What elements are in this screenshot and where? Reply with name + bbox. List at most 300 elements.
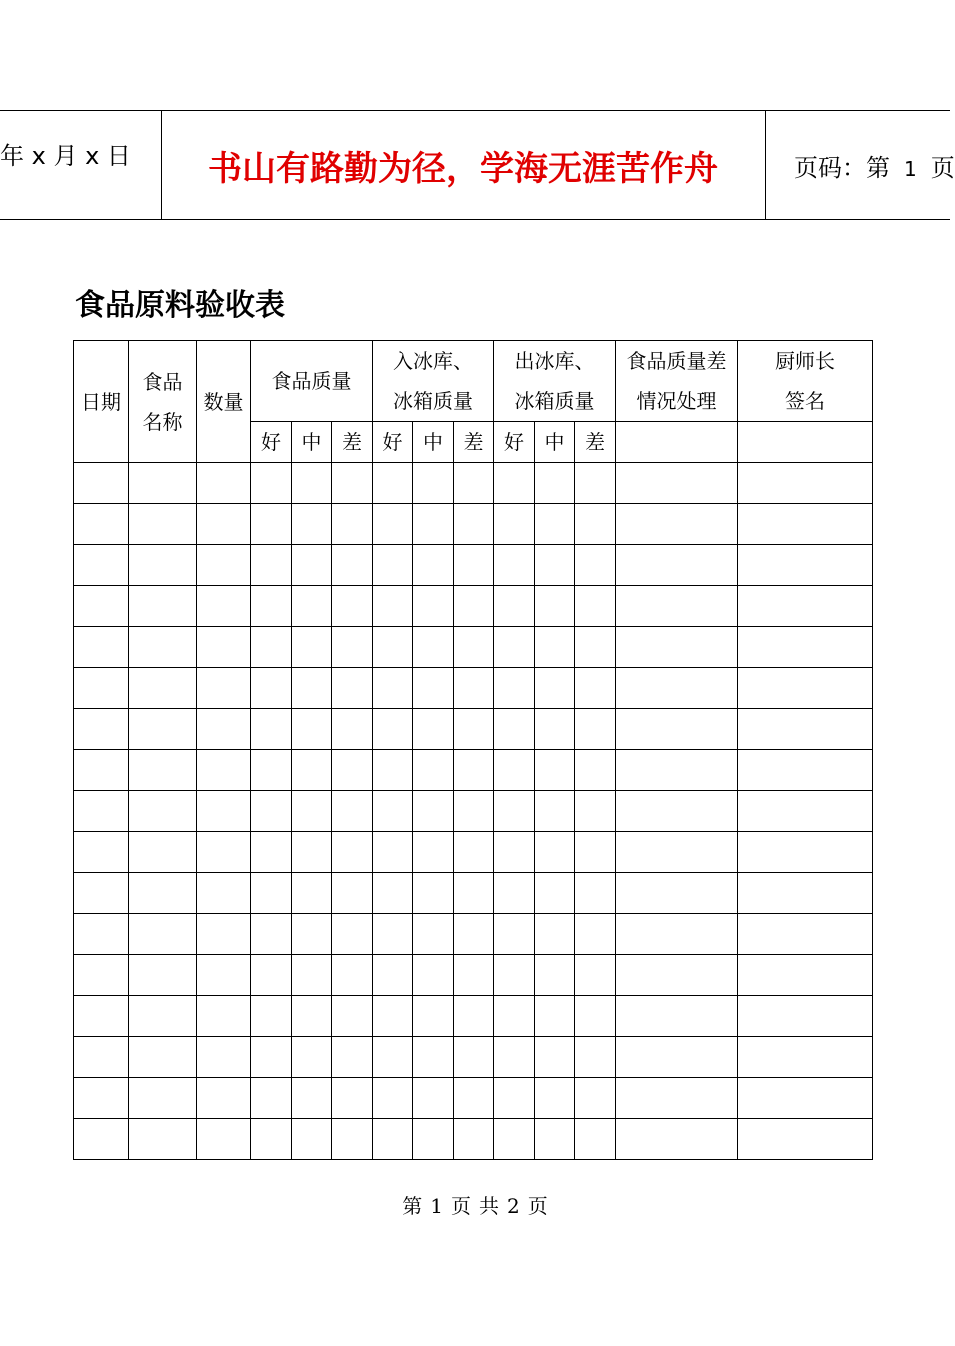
table-cell[interactable]	[129, 545, 197, 586]
table-cell[interactable]	[616, 996, 738, 1037]
table-cell[interactable]	[535, 750, 575, 791]
table-cell[interactable]	[129, 750, 197, 791]
table-cell[interactable]	[494, 545, 535, 586]
table-cell[interactable]	[616, 463, 738, 504]
table-row	[74, 463, 873, 504]
table-cell[interactable]	[129, 1078, 197, 1119]
handling-line2: 情况处理	[636, 389, 717, 413]
grade-poor: 差	[575, 422, 616, 463]
header-page-number	[780, 148, 955, 183]
table-cell[interactable]	[616, 873, 738, 914]
table-cell[interactable]	[535, 914, 575, 955]
table-row	[74, 627, 873, 668]
table-cell[interactable]	[292, 463, 332, 504]
table-cell[interactable]	[616, 668, 738, 709]
table-cell[interactable]	[738, 1037, 873, 1078]
table-cell[interactable]	[616, 545, 738, 586]
table-cell[interactable]	[535, 996, 575, 1037]
table-cell[interactable]	[738, 914, 873, 955]
table-cell[interactable]	[494, 791, 535, 832]
table-row	[74, 1119, 873, 1160]
col-in-fridge-header	[373, 341, 494, 422]
page-label: 页码：第	[794, 153, 890, 182]
table-cell[interactable]	[332, 668, 373, 709]
table-cell[interactable]	[251, 709, 292, 750]
table-cell[interactable]	[197, 668, 251, 709]
header-date: 年 x 月 x 日	[0, 141, 131, 170]
table-cell[interactable]	[332, 1119, 373, 1160]
table-cell[interactable]	[738, 832, 873, 873]
table-cell[interactable]	[74, 791, 129, 832]
table-cell[interactable]	[332, 709, 373, 750]
table-cell[interactable]	[413, 586, 454, 627]
table-cell[interactable]	[616, 1119, 738, 1160]
table-cell[interactable]	[292, 955, 332, 996]
table-cell[interactable]	[74, 873, 129, 914]
table-cell[interactable]	[197, 545, 251, 586]
table-cell[interactable]	[616, 750, 738, 791]
table-row	[74, 832, 873, 873]
table-cell[interactable]	[413, 955, 454, 996]
table-cell[interactable]	[413, 545, 454, 586]
table-cell[interactable]	[373, 873, 413, 914]
table-cell[interactable]	[292, 1119, 332, 1160]
header-date-cell	[0, 111, 162, 219]
table-cell[interactable]	[738, 750, 873, 791]
table-cell[interactable]	[292, 1037, 332, 1078]
table-cell[interactable]	[575, 1037, 616, 1078]
table-cell[interactable]	[251, 832, 292, 873]
table-cell[interactable]	[292, 750, 332, 791]
table-cell[interactable]	[373, 504, 413, 545]
table-cell[interactable]	[74, 1078, 129, 1119]
page-suffix: 页	[930, 153, 955, 182]
table-row	[74, 1078, 873, 1119]
table-row	[74, 1037, 873, 1078]
grade-good: 好	[494, 422, 535, 463]
header-motto: 书山有路勤为径，学海无涯苦作舟	[208, 148, 718, 189]
table-row	[74, 955, 873, 996]
table-cell[interactable]	[575, 627, 616, 668]
table-cell[interactable]	[413, 1119, 454, 1160]
table-cell[interactable]	[251, 1119, 292, 1160]
table-cell[interactable]	[332, 914, 373, 955]
footer-page: 1	[430, 1194, 443, 1218]
grade-poor: 差	[332, 422, 373, 463]
table-cell[interactable]	[251, 545, 292, 586]
table-cell[interactable]	[575, 463, 616, 504]
table-cell[interactable]	[535, 545, 575, 586]
table-cell[interactable]	[454, 750, 494, 791]
table-cell[interactable]	[413, 750, 454, 791]
table-cell[interactable]	[332, 463, 373, 504]
table-cell[interactable]	[292, 504, 332, 545]
table-cell[interactable]	[197, 586, 251, 627]
table-cell[interactable]	[575, 545, 616, 586]
table-cell[interactable]	[197, 1078, 251, 1119]
grade-medium: 中	[535, 422, 575, 463]
table-cell[interactable]	[292, 873, 332, 914]
table-cell[interactable]	[535, 1078, 575, 1119]
table-cell[interactable]	[251, 627, 292, 668]
table-cell[interactable]	[575, 586, 616, 627]
table-cell[interactable]	[738, 545, 873, 586]
table-cell[interactable]	[535, 1037, 575, 1078]
table-cell[interactable]	[738, 791, 873, 832]
table-cell[interactable]	[494, 1078, 535, 1119]
table-cell[interactable]	[454, 832, 494, 873]
table-cell[interactable]	[575, 955, 616, 996]
table-cell[interactable]	[74, 709, 129, 750]
table-cell[interactable]	[738, 586, 873, 627]
in-fridge-line1: 入冰库、	[393, 349, 473, 373]
table-cell[interactable]	[129, 668, 197, 709]
table-cell[interactable]	[251, 1037, 292, 1078]
col-out-fridge-header	[494, 341, 616, 422]
table-cell[interactable]	[494, 463, 535, 504]
table-cell[interactable]	[738, 955, 873, 996]
table-cell[interactable]	[292, 1078, 332, 1119]
table-cell[interactable]	[251, 914, 292, 955]
table-cell[interactable]	[454, 996, 494, 1037]
table-cell[interactable]	[535, 709, 575, 750]
footer-text3: 共	[479, 1194, 499, 1218]
table-cell[interactable]	[197, 709, 251, 750]
table-cell[interactable]	[373, 996, 413, 1037]
footer-text2: 页	[451, 1194, 471, 1218]
table-row	[74, 873, 873, 914]
table-cell[interactable]	[413, 668, 454, 709]
header-page-cell	[766, 111, 955, 219]
table-cell[interactable]	[494, 914, 535, 955]
grade-good: 好	[251, 422, 292, 463]
grade-good: 好	[373, 422, 413, 463]
table-cell[interactable]	[575, 1119, 616, 1160]
table-cell[interactable]	[413, 1037, 454, 1078]
table-cell[interactable]	[129, 627, 197, 668]
table-cell[interactable]	[738, 873, 873, 914]
table-cell[interactable]	[616, 504, 738, 545]
table-body	[74, 463, 873, 1160]
table-cell[interactable]	[74, 668, 129, 709]
footer-total: 2	[507, 1194, 520, 1218]
table-cell[interactable]	[332, 627, 373, 668]
table-cell[interactable]	[129, 873, 197, 914]
table-cell[interactable]	[373, 668, 413, 709]
page-footer	[0, 1190, 950, 1219]
table-cell[interactable]	[454, 627, 494, 668]
table-cell[interactable]	[251, 1078, 292, 1119]
table-cell[interactable]	[129, 832, 197, 873]
table-cell[interactable]	[74, 832, 129, 873]
table-cell[interactable]	[454, 463, 494, 504]
out-fridge-line2: 冰箱质量	[514, 389, 595, 413]
table-cell[interactable]	[129, 914, 197, 955]
footer-text4: 页	[527, 1194, 548, 1218]
table-cell[interactable]	[332, 955, 373, 996]
table-cell[interactable]	[292, 914, 332, 955]
table-cell[interactable]	[575, 504, 616, 545]
table-cell[interactable]	[454, 504, 494, 545]
table-cell[interactable]	[738, 996, 873, 1037]
table-cell[interactable]	[494, 873, 535, 914]
table-cell[interactable]	[454, 1078, 494, 1119]
table-cell[interactable]	[616, 586, 738, 627]
table-cell[interactable]	[197, 832, 251, 873]
table-cell[interactable]	[74, 1119, 129, 1160]
out-fridge-line1: 出冰库、	[514, 349, 595, 373]
table-cell[interactable]	[494, 668, 535, 709]
table-cell[interactable]	[74, 955, 129, 996]
handling-cell	[616, 422, 738, 463]
table-cell[interactable]	[575, 996, 616, 1037]
table-cell[interactable]	[616, 955, 738, 996]
table-cell[interactable]	[454, 791, 494, 832]
table-cell[interactable]	[373, 1037, 413, 1078]
table-cell[interactable]	[738, 1078, 873, 1119]
table-cell[interactable]	[373, 1078, 413, 1119]
table-cell[interactable]	[332, 996, 373, 1037]
table-cell[interactable]	[494, 504, 535, 545]
table-cell[interactable]	[454, 914, 494, 955]
table-cell[interactable]	[292, 709, 332, 750]
table-cell[interactable]	[251, 996, 292, 1037]
table-cell[interactable]	[454, 668, 494, 709]
table-cell[interactable]	[494, 955, 535, 996]
table-cell[interactable]	[616, 1037, 738, 1078]
table-cell[interactable]	[129, 1119, 197, 1160]
table-cell[interactable]	[129, 791, 197, 832]
table-cell[interactable]	[494, 1119, 535, 1160]
table-cell[interactable]	[413, 504, 454, 545]
table-cell[interactable]	[494, 750, 535, 791]
table-cell[interactable]	[535, 1119, 575, 1160]
table-cell[interactable]	[616, 627, 738, 668]
table-cell[interactable]	[292, 627, 332, 668]
table-cell[interactable]	[535, 832, 575, 873]
table-cell[interactable]	[332, 545, 373, 586]
table-cell[interactable]	[197, 463, 251, 504]
table-cell[interactable]	[535, 668, 575, 709]
grade-medium: 中	[292, 422, 332, 463]
table-cell[interactable]	[616, 914, 738, 955]
table-cell[interactable]	[738, 463, 873, 504]
table-row	[74, 545, 873, 586]
table-cell[interactable]	[535, 873, 575, 914]
col-name-header	[129, 341, 197, 463]
table-cell[interactable]	[197, 750, 251, 791]
table-cell[interactable]	[494, 627, 535, 668]
table-cell[interactable]	[74, 504, 129, 545]
table-cell[interactable]	[413, 709, 454, 750]
col-quantity-header: 数量	[197, 341, 251, 463]
table-cell[interactable]	[575, 832, 616, 873]
table-cell[interactable]	[251, 504, 292, 545]
table-cell[interactable]	[535, 586, 575, 627]
table-cell[interactable]	[413, 1078, 454, 1119]
table-row	[74, 750, 873, 791]
table-cell[interactable]	[413, 463, 454, 504]
acceptance-table	[73, 340, 873, 1160]
table-cell[interactable]	[197, 873, 251, 914]
chef-line2: 签名	[785, 389, 825, 413]
table-cell[interactable]	[129, 709, 197, 750]
table-cell[interactable]	[74, 750, 129, 791]
table-cell[interactable]	[332, 1037, 373, 1078]
table-cell[interactable]	[332, 1078, 373, 1119]
table-row	[74, 586, 873, 627]
table-cell[interactable]	[251, 668, 292, 709]
table-cell[interactable]	[129, 463, 197, 504]
table-cell[interactable]	[74, 586, 129, 627]
table-cell[interactable]	[535, 627, 575, 668]
table-cell[interactable]	[616, 791, 738, 832]
table-cell[interactable]	[332, 873, 373, 914]
table-cell[interactable]	[197, 627, 251, 668]
table-cell[interactable]	[454, 873, 494, 914]
table-cell[interactable]	[332, 586, 373, 627]
table-cell[interactable]	[74, 1037, 129, 1078]
table-cell[interactable]	[494, 832, 535, 873]
table-cell[interactable]	[332, 791, 373, 832]
table-cell[interactable]	[373, 750, 413, 791]
table-cell[interactable]	[413, 832, 454, 873]
table-cell[interactable]	[292, 791, 332, 832]
table-cell[interactable]	[292, 668, 332, 709]
table-cell[interactable]	[197, 1119, 251, 1160]
footer-text1: 第	[402, 1194, 423, 1218]
table-cell[interactable]	[292, 832, 332, 873]
table-cell[interactable]	[129, 586, 197, 627]
table-cell[interactable]	[575, 914, 616, 955]
table-cell[interactable]	[738, 504, 873, 545]
table-cell[interactable]	[373, 463, 413, 504]
table-cell[interactable]	[373, 545, 413, 586]
table-cell[interactable]	[292, 586, 332, 627]
table-cell[interactable]	[535, 955, 575, 996]
table-cell[interactable]	[251, 955, 292, 996]
table-cell[interactable]	[616, 709, 738, 750]
table-row	[74, 791, 873, 832]
table-cell[interactable]	[535, 463, 575, 504]
table-cell[interactable]	[251, 586, 292, 627]
table-cell[interactable]	[413, 791, 454, 832]
table-cell[interactable]	[197, 996, 251, 1037]
table-cell[interactable]	[413, 627, 454, 668]
table-cell[interactable]	[74, 463, 129, 504]
table-cell[interactable]	[373, 914, 413, 955]
table-cell[interactable]	[332, 750, 373, 791]
table-cell[interactable]	[575, 791, 616, 832]
table-cell[interactable]	[575, 873, 616, 914]
table-cell[interactable]	[413, 873, 454, 914]
table-cell[interactable]	[74, 627, 129, 668]
table-cell[interactable]	[197, 914, 251, 955]
table-cell[interactable]	[373, 791, 413, 832]
grade-poor: 差	[454, 422, 494, 463]
table-cell[interactable]	[575, 668, 616, 709]
page-header	[0, 110, 955, 220]
grade-medium: 中	[413, 422, 454, 463]
table-cell[interactable]	[292, 545, 332, 586]
table-cell[interactable]	[616, 1078, 738, 1119]
table-cell[interactable]	[616, 832, 738, 873]
table-cell[interactable]	[738, 627, 873, 668]
table-cell[interactable]	[535, 504, 575, 545]
table-cell[interactable]	[494, 586, 535, 627]
table-cell[interactable]	[454, 545, 494, 586]
table-cell[interactable]	[373, 627, 413, 668]
table-cell[interactable]	[454, 709, 494, 750]
col-date-header: 日期	[74, 341, 129, 463]
table-cell[interactable]	[413, 914, 454, 955]
table-cell[interactable]	[197, 791, 251, 832]
col-name-line1: 食品	[142, 369, 183, 394]
table-cell[interactable]	[535, 791, 575, 832]
table-cell[interactable]	[373, 955, 413, 996]
table-row	[74, 504, 873, 545]
table-cell[interactable]	[454, 1119, 494, 1160]
table-cell[interactable]	[494, 1037, 535, 1078]
table-cell[interactable]	[251, 791, 292, 832]
table-cell[interactable]	[738, 709, 873, 750]
chef-cell	[738, 422, 873, 463]
table-cell[interactable]	[332, 504, 373, 545]
table-cell[interactable]	[454, 955, 494, 996]
table-cell[interactable]	[74, 996, 129, 1037]
table-cell[interactable]	[129, 996, 197, 1037]
table-cell[interactable]	[373, 709, 413, 750]
table-cell[interactable]	[494, 709, 535, 750]
table-cell[interactable]	[129, 1037, 197, 1078]
table-cell[interactable]	[74, 914, 129, 955]
table-cell[interactable]	[251, 463, 292, 504]
table-cell[interactable]	[738, 1119, 873, 1160]
table-cell[interactable]	[575, 1078, 616, 1119]
table-cell[interactable]	[332, 832, 373, 873]
table-cell[interactable]	[413, 996, 454, 1037]
table-cell[interactable]	[197, 504, 251, 545]
table-cell[interactable]	[575, 709, 616, 750]
col-handling-header	[616, 341, 738, 422]
table-cell[interactable]	[373, 586, 413, 627]
in-fridge-line2: 冰箱质量	[393, 389, 473, 413]
table-cell[interactable]	[575, 750, 616, 791]
table-cell[interactable]	[454, 586, 494, 627]
page-number: 1	[904, 156, 917, 181]
table-cell[interactable]	[373, 1119, 413, 1160]
col-name-line2: 名称	[142, 409, 183, 434]
handling-line1: 食品质量差	[626, 349, 727, 373]
table-cell[interactable]	[197, 1037, 251, 1078]
table-cell[interactable]	[129, 504, 197, 545]
table-cell[interactable]	[251, 873, 292, 914]
header-row	[74, 341, 873, 422]
document-title: 食品原料验收表	[75, 288, 285, 323]
table-cell[interactable]	[129, 955, 197, 996]
table-cell[interactable]	[251, 750, 292, 791]
table-cell[interactable]	[494, 996, 535, 1037]
table-cell[interactable]	[738, 668, 873, 709]
table-cell[interactable]	[74, 545, 129, 586]
table-cell[interactable]	[197, 955, 251, 996]
table-row	[74, 914, 873, 955]
table-cell[interactable]	[292, 996, 332, 1037]
table-row	[74, 668, 873, 709]
col-chef-header	[738, 341, 873, 422]
table-cell[interactable]	[454, 1037, 494, 1078]
table-cell[interactable]	[373, 832, 413, 873]
